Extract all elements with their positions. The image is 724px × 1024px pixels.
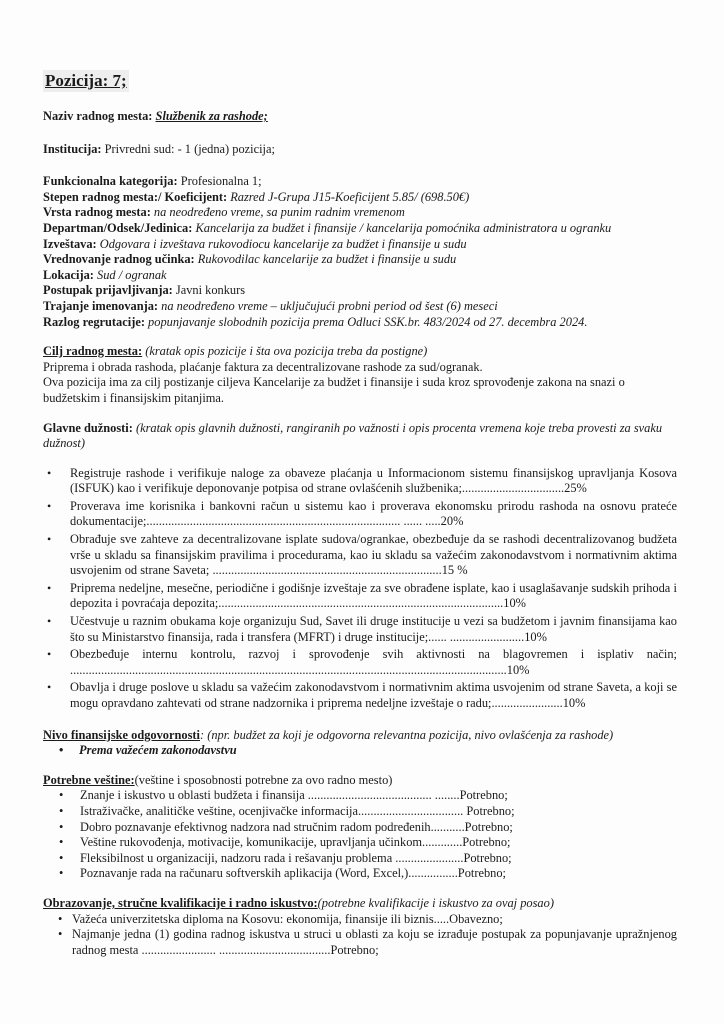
field-row (43, 237, 677, 253)
skills-label: Potrebne veštine: (43, 772, 135, 787)
institution-label: Institucija: (43, 141, 102, 156)
list-item (43, 466, 677, 497)
list-item: • Fleksibilnost u organizaciji, nadzoru rada i rešavanju problema ......................Potrebno; (53, 851, 677, 867)
duty-text: Priprema nedeljne, mesečne, periodične i godišnje izveštaje za sve obrađene isplate, kao i usaglašavanje sudskih prihoda i depozita i povraćaja depozita;............................................................................................ (70, 580, 677, 611)
duty-text: Obezbeđuje internu kontrolu, razvoj i sprovođenje svih aktivnosti na blagovremen i isplativ način; ............................................................................................................................................. (70, 647, 677, 677)
field-row (43, 252, 677, 268)
list-item: • Najmanje jedna (1) godina radnog iskustva u struci u oblasti za koju se izrađuje postupak za popunjavanje upražnjenog radnog mesta ........................ ....................................Potrebno; (43, 927, 677, 958)
field-row (43, 190, 677, 206)
duty-text: Obavlja i druge poslove u skladu sa važećim zakonodavstvom i normativnim aktima usvojenim od strane Saveta, a koji se mogu opravdano zahtevati od strane nadzornika i priprema nedeljne izveštaje o radu;....................... (70, 680, 677, 710)
skills-list (53, 788, 677, 882)
field-value: popunjavanje slobodnih pozicija prema Odluci SSK.br. 483/2024 od 27. decembra 2024. (144, 314, 588, 329)
list-item (43, 581, 677, 612)
job-title-label: Naziv radnog mesta: (43, 109, 153, 123)
list-item (43, 532, 677, 579)
education-label: Obrazovanje, stručne kvalifikacije i radno iskustvo: (43, 895, 318, 910)
list-item (43, 647, 677, 678)
education-list (43, 912, 677, 959)
list-item (43, 680, 677, 711)
field-row (43, 315, 677, 331)
list-item: • Prema važećem zakonodavstvu (43, 743, 677, 759)
skills-section (43, 773, 677, 882)
job-fields (43, 174, 677, 330)
goal-line: Priprema i obrada rashoda, plaćanje faktura za decentralizovane rashode za sud/ogranak. (43, 359, 483, 374)
field-value: Javni konkurs (172, 283, 246, 298)
field-label: Lokacija: (43, 267, 94, 282)
field-label: Stepen radnog mesta:/ Koeficijent: (43, 189, 228, 204)
field-label: Trajanje imenovanja: (43, 298, 159, 313)
list-item (43, 614, 677, 645)
financial-label: Nivo finansijske odgovornosti (43, 727, 200, 742)
duty-percent: 10% (562, 696, 586, 710)
field-label: Vrsta radnog mesta: (43, 205, 151, 220)
field-row (43, 174, 677, 190)
goal-hint: (kratak opis pozicije i šta ova pozicija treba da postigne) (142, 344, 428, 359)
duty-text: Obrađuje sve zahteve za decentralizovane isplate sudova/ogrankae, obezbeđuje da se rashodi decentralizovanog budžeta vrše u skladu sa finansijskim pravilima i procedurama, kao iu skladu sa važećim zakonodavstvom i normativnim aktima usvojenim od strane Saveta; .......................................................................... (70, 532, 677, 578)
skills-hint: (veštine i sposobnosti potrebne za ovo radno mesto) (134, 772, 393, 787)
field-value: Rukovodilac kancelarije za budžet i finansije u sudu (194, 252, 457, 267)
document-content (43, 70, 677, 958)
duties-hint: (kratak opis glavnih dužnosti, rangiranih po važnosti i opis procenta vremena koje treba provesti za svaku dužnost) (43, 420, 663, 451)
duties-list (43, 466, 677, 712)
field-value: Kancelarija za budžet i finansije / kancelarija pomoćnika administratora u ogranku (192, 220, 612, 235)
field-label: Postupak prijavljivanja: (43, 283, 173, 298)
list-item: • Dobro poznavanje efektivnog nadzora nad stručnim radom podređenih...........Potrebno; (53, 820, 677, 836)
duty-percent: 10% (524, 629, 547, 644)
list-item (43, 499, 677, 530)
institution-row (43, 142, 677, 158)
list-item: • Poznavanje rada na računaru softverskih aplikacija (Word, Excel,)................Potrebno; (53, 866, 677, 882)
field-label: Izveštava: (43, 236, 97, 251)
duty-percent: 15 % (441, 563, 468, 578)
duties-section (43, 421, 677, 712)
list-item: • Veštine rukovođenja, motivacije, komunikacije, upravljanja učinkom.............Potrebno; (53, 835, 677, 851)
list-item: • Važeća univerzitetska diploma na Kosovu: ekonomija, finansije ili biznis.....Obavezno; (43, 912, 677, 928)
field-value: na neodređeno vreme – uključujući probni period od šest (6) meseci (158, 298, 498, 313)
position-heading: Pozicija: 7; (45, 71, 127, 90)
field-value: Razred J-Grupa J15-Koeficijent 5.85/ (698.50€) (227, 189, 470, 204)
field-label: Funkcionalna kategorija: (43, 174, 178, 189)
field-row (43, 268, 677, 284)
education-section (43, 896, 677, 958)
duty-percent: 20% (440, 514, 464, 529)
field-label: Razlog regrutacije: (43, 314, 145, 329)
list-item: • Istraživačke, analitičke veštine, ocenjivačke informacija.................................. Potrebno; (53, 804, 677, 820)
field-label: Departman/Odsek/Jedinica: (43, 220, 193, 235)
duty-text: Registruje rashode i verifikuje naloge za obaveze plaćanja u Informacionom sistemu finansijskog upravljanja Kosova (ISFUK) kao i verifikuje deponovanje potpisa od strane ovlašćenih službenika;................................. (70, 465, 677, 496)
institution-value: Privredni sud: - 1 (jedna) pozicija; (101, 141, 275, 156)
page-title (43, 70, 677, 92)
duties-label: Glavne dužnosti: (43, 420, 133, 435)
education-hint: (potrebne kvalifikacije i iskustvo za ovaj posao) (317, 895, 554, 910)
field-row (43, 221, 677, 237)
goal-line: Ova pozicija ima za cilj postizanje ciljeva Kancelarije za budžet i finansije i suda kroz sprovođenje zakona na snazi o budžetskim i finansijskim pitanjima. (43, 375, 625, 405)
goal-label: Cilj radnog mesta: (43, 344, 143, 359)
duty-percent: 25% (564, 481, 587, 496)
field-row (43, 283, 677, 299)
financial-section (43, 728, 677, 759)
field-value: na neodređeno vreme, sa punim radnim vremenom (150, 205, 405, 220)
goal-section (43, 344, 677, 406)
field-row (43, 205, 677, 221)
financial-hint: : (npr. budžet za koji je odgovorna relevantna pozicija, nivo ovlašćenja za rashode) (199, 727, 614, 742)
field-value: Sud / ogranak (93, 267, 167, 282)
job-title-value: Službenik za rashode; (155, 109, 268, 123)
financial-list (43, 743, 677, 759)
list-item: • Znanje i iskustvo u oblasti budžeta i finansija ........................................ ........Potrebno; (53, 788, 677, 804)
duty-percent: 10% (503, 596, 526, 611)
duty-text: Proverava ime korisnika i bankovni račun u sistemu kao i proverava ekonomsku prirodu rashoda na osnovu prateće dokumentacije;.................................................................................. ...... ..... (70, 498, 677, 529)
field-label: Vrednovanje radnog učinka: (43, 252, 195, 267)
field-value: Profesionalna 1; (177, 174, 262, 189)
duty-text: Učestvuje u raznim obukama koje organizuju Sud, Savet ili druge institucije u vezi sa budžetom i javnim finansijama kao što su Ministarstvo finansija, rada i transfera (MFRT) i druge institucije;...... ........................ (70, 614, 677, 644)
duty-percent: 10% (506, 662, 530, 677)
field-value: Odgovara i izveštava rukovodiocu kancelarije za budžet i finansije u sudu (96, 236, 467, 251)
field-row (43, 299, 677, 315)
job-title-row (43, 109, 677, 125)
